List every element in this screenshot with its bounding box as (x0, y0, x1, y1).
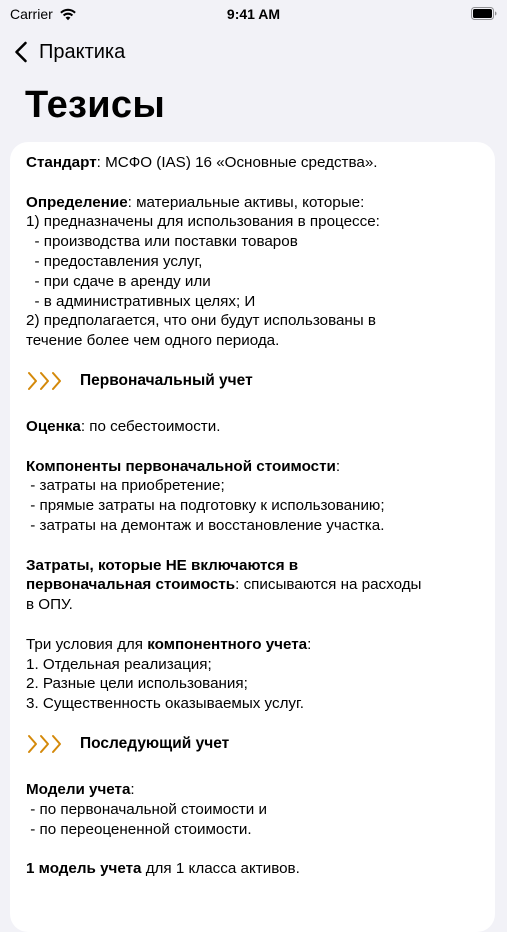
section-header-initial (26, 366, 479, 396)
status-time: 9:41 AM (226, 6, 281, 22)
chevron-left-icon (14, 41, 28, 63)
standard-label: Стандарт (26, 154, 97, 171)
models-text: : (130, 780, 135, 798)
definition-item: 1) предназначены для использования в процессе: (26, 213, 380, 231)
conditions-suffix: : (307, 635, 312, 653)
components-item: - затраты на приобретение; (26, 477, 225, 495)
excluded-line-1 (26, 556, 479, 576)
conditions-item: 3. Существенность оказываемых услуг. (26, 695, 304, 713)
excluded-label-1: Затраты, которые НЕ включаются в (26, 556, 299, 574)
standard-text: : МСФО (IAS) 16 «Основные средства». (96, 154, 378, 171)
excluded-line-3: в ОПУ. (26, 596, 73, 614)
models-line (26, 780, 479, 800)
page-title: Тезисы (25, 84, 166, 126)
definition-line (26, 193, 479, 213)
one-model-label: 1 модель учета (26, 860, 142, 878)
components-item: - затраты на демонтаж и восстановление участка. (26, 516, 385, 534)
models-label: Модели учета (26, 780, 131, 798)
components-text: : (335, 457, 341, 475)
one-model-text: для 1 класса активов. (141, 860, 300, 878)
valuation-text: : по себестоимости. (80, 417, 221, 435)
section-title: Последующий учет (80, 734, 230, 752)
conditions-item: 2. Разные цели использования; (26, 675, 248, 693)
components-item: - прямые затраты на подготовку к использованию; (26, 497, 385, 515)
excluded-line-2 (26, 575, 479, 595)
models-item: - по первоначальной стоимости и (26, 800, 267, 818)
triple-chevron-right-icon (26, 733, 66, 755)
definition-text: : материальные активы, которые: (127, 193, 365, 211)
triple-chevron-right-icon (26, 370, 66, 392)
one-model-line (26, 859, 479, 879)
definition-label: Определение (26, 193, 128, 211)
components-line (26, 457, 479, 477)
definition-item: - при сдаче в аренду или (26, 272, 211, 290)
definition-item: течение более чем одного периода. (26, 332, 280, 350)
definition-item: 2) предполагается, что они будут использованы в (26, 312, 376, 330)
excluded-text: : списываются на расходы (235, 576, 422, 594)
definition-item: - в административных целях; И (26, 292, 256, 310)
section-title: Первоначальный учет (80, 371, 253, 389)
conditions-line (26, 635, 479, 655)
battery-icon (471, 7, 497, 20)
conditions-prefix: Три условия для (26, 635, 148, 653)
valuation-line (26, 417, 479, 437)
back-button-label: Практика (39, 40, 126, 63)
conditions-item: 1. Отдельная реализация; (26, 655, 212, 673)
components-label: Компоненты первоначальной стоимости (26, 457, 336, 475)
standard-line (26, 153, 479, 173)
theses-card (10, 142, 495, 932)
carrier-label: Carrier (10, 6, 53, 22)
excluded-label-2: первоначальная стоимость (26, 576, 236, 594)
valuation-label: Оценка (26, 417, 81, 435)
conditions-label: компонентного учета (147, 635, 308, 653)
section-header-subsequent (26, 729, 479, 759)
definition-item: - предоставления услуг, (26, 252, 203, 270)
back-button[interactable] (14, 36, 125, 68)
status-bar (0, 0, 507, 28)
definition-item: - производства или поставки товаров (26, 233, 298, 251)
models-item: - по переоцененной стоимости. (26, 820, 252, 838)
